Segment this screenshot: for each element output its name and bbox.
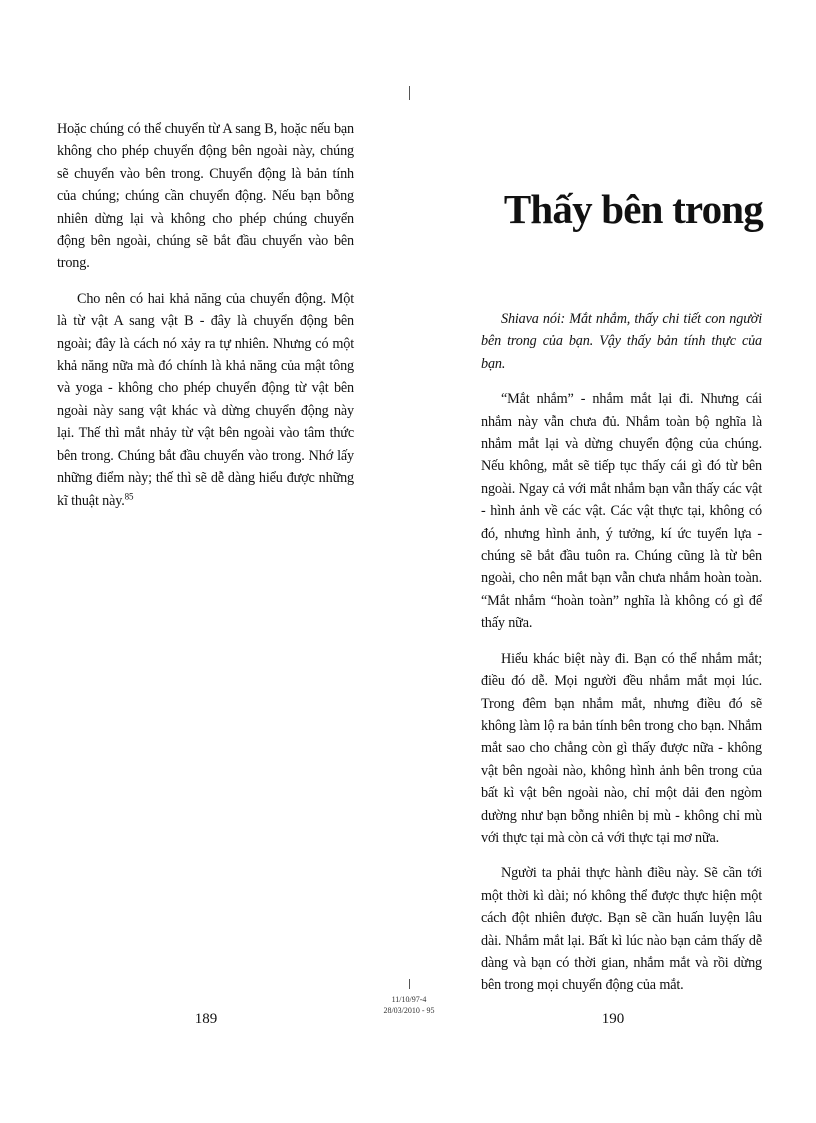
sutra-quote: Shiava nói: Mắt nhắm, thấy chi tiết con người bên trong của bạn. Vậy thấy bản tính thực của bạn. bbox=[481, 311, 762, 372]
left-paragraph-2 bbox=[57, 288, 354, 512]
left-paragraph-1: Hoặc chúng có thể chuyển từ A sang B, hoặc nếu bạn không cho phép chuyển động bên ngoài này, chúng sẽ chuyển vào bên trong. Chuyển động là bản tính của chúng; chúng cần chuyển động. Nếu bạn bỗng nhiên dừng lại và không cho phép chúng chuyển động bên ngoài, chúng sẽ bắt đầu chuyển vào bên trong. bbox=[57, 121, 354, 272]
right-paragraph-1: “Mắt nhắm” - nhắm mắt lại đi. Nhưng cái nhắm này vẫn chưa đủ. Nhắm toàn bộ nghĩa là nhắm mắt lại và dừng chuyển động của chúng. Nếu không, mắt sẽ tiếp tục thấy cái gì đó từ bên ngoài. Ngay cả với mắt nhắm bạn vẫn thấy các vật - hình ảnh về các vật. Các vật thực tại, không có đó, nhưng hình ảnh, ý tưởng, kí ức tuyển lựa - chúng sẽ bắt đầu tuôn ra. Chúng cũng là từ bên ngoài, cho nên mắt bạn vẫn chưa nhắm hoàn toàn. “Mắt nhắm “hoàn toàn” nghĩa là không có gì để thấy nữa. bbox=[481, 391, 762, 632]
left-page-body bbox=[57, 118, 354, 525]
page-number-left: 189 bbox=[194, 1011, 218, 1027]
right-paragraph-2: Hiểu khác biệt này đi. Bạn có thể nhắm mắt; điều đó dễ. Mọi người đều nhắm mắt mọi lúc. Trong đêm bạn nhắm mắt, nhưng điều đó sẽ không làm lộ ra bản tính bên trong cho bạn. Nhắm mắt sao cho chẳng còn gì thấy được nữa - không vật bên ngoài nào, không hình ảnh bên trong của bất kì vật bên ngoài nào, chỉ một dải đen ngòm dường như bạn bỗng nhiên bị mù - không chỉ mù với thực tại mà còn cả với thực tại mơ nữa. bbox=[481, 650, 762, 846]
print-info-line-1: 11/10/97-4 bbox=[391, 995, 427, 1004]
right-page-body bbox=[481, 308, 762, 1010]
print-info bbox=[360, 994, 458, 1016]
left-paragraph-2-text: Cho nên có hai khả năng của chuyển động. Một là từ vật A sang vật B - đây là chuyển động bên ngoài; đây là cách nó xảy ra tự nhiên. Nhưng có một khả năng nữa mà đó chính là khả năng của mật tông và yoga - không cho phép chuyển động từ vật bên ngoài này sang vật khác và dừng chuyển động này lại. Thế thì mắt nhảy từ vật bên ngoài vào tâm thức bên trong. Chúng bắt đầu chuyển vào trong. Nhớ lấy những điểm này; thế thì sẽ dễ dàng hiểu được những kĩ thuật này. bbox=[57, 290, 354, 509]
crop-mark-top bbox=[409, 86, 410, 100]
right-paragraph-3: Người ta phải thực hành điều này. Sẽ cần tới một thời kì dài; nó không thể được thực hiện một cách đột nhiên được. Bạn sẽ cần huấn luyện lâu dài. Nhắm mắt lại. Bất kì lúc nào bạn cảm thấy dễ dàng và bạn có thời gian, nhắm mắt và rồi dừng bên trong mọi chuyển động của mắt. bbox=[481, 865, 762, 994]
footnote-reference: 85 bbox=[124, 490, 134, 501]
print-info-line-2: 28/03/2010 - 95 bbox=[383, 1006, 435, 1015]
page-number-right: 190 bbox=[601, 1011, 625, 1027]
chapter-title: Thấy bên trong bbox=[503, 186, 763, 232]
crop-mark-bottom bbox=[409, 979, 410, 989]
